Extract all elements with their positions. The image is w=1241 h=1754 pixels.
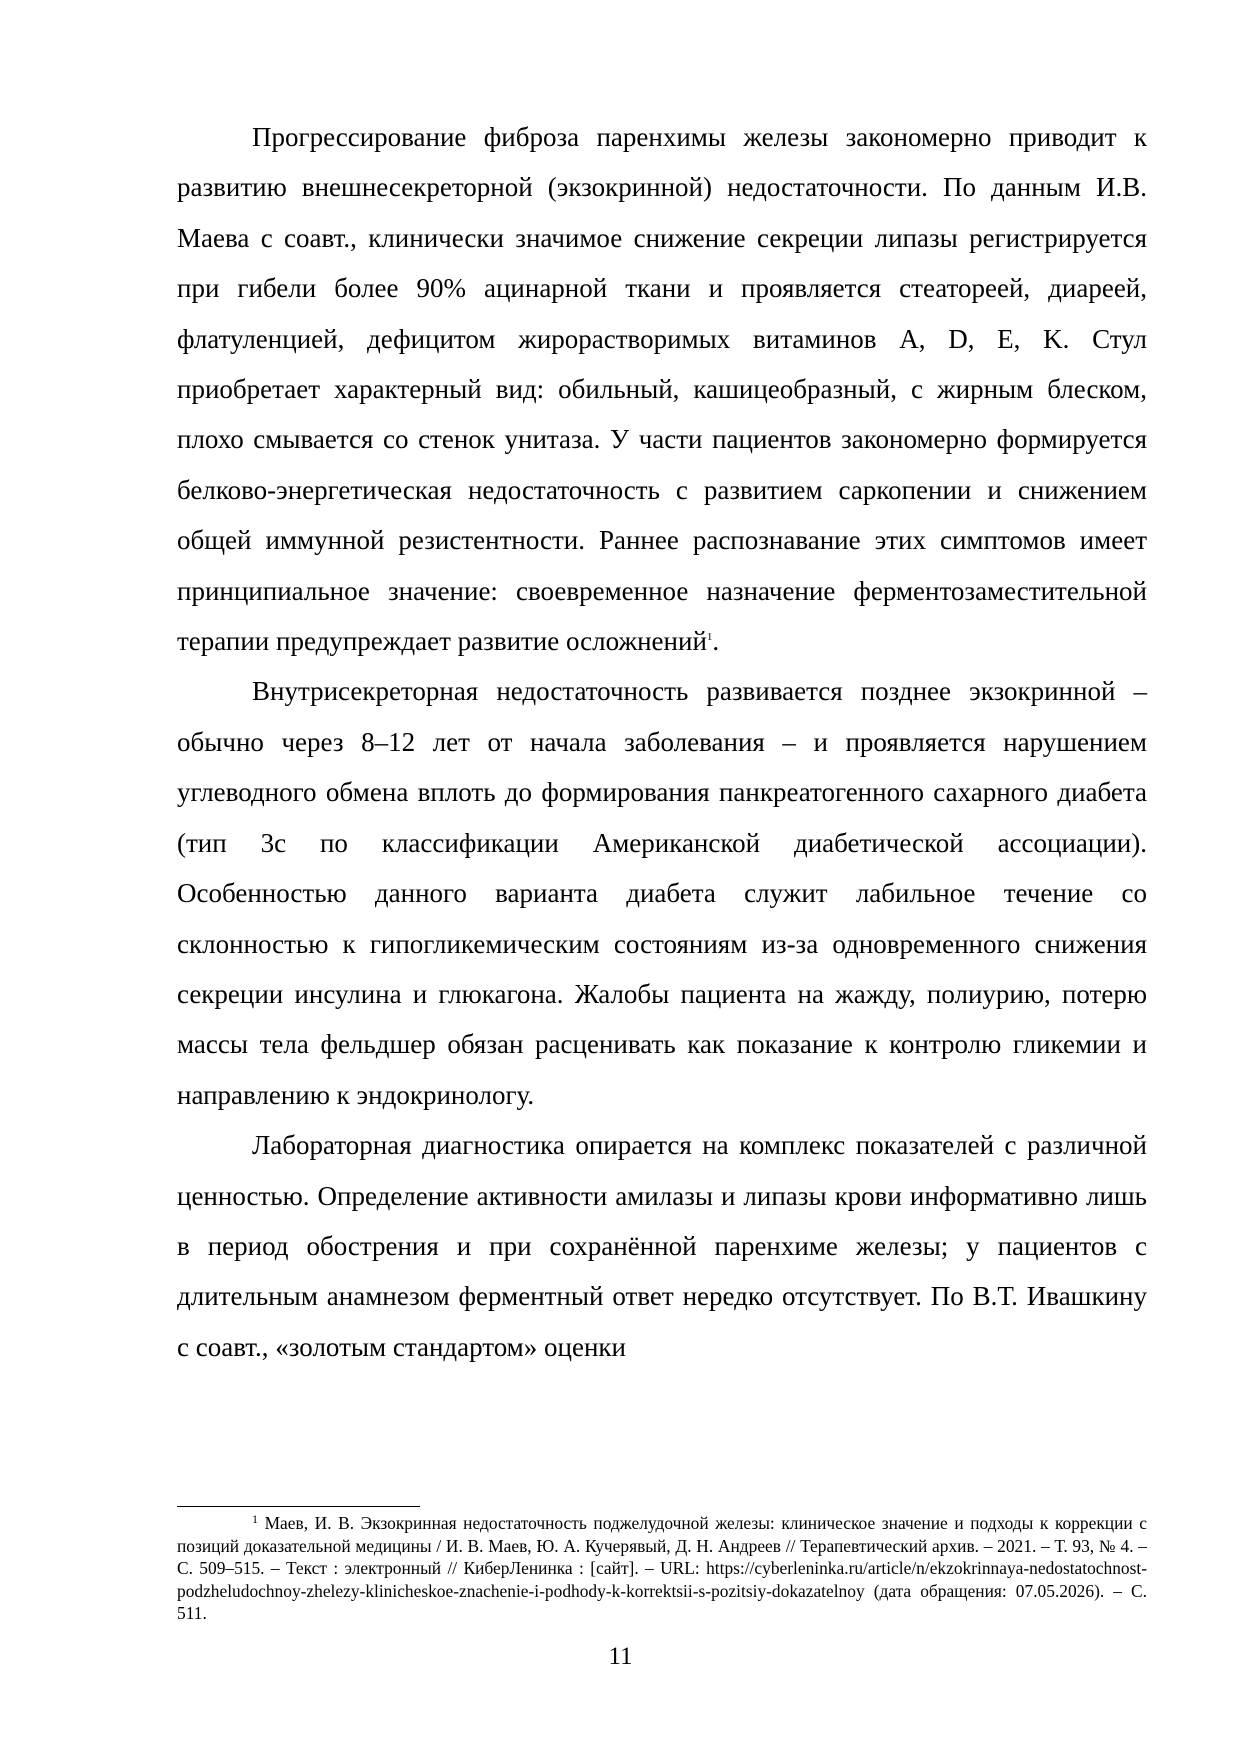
paragraph-exocrine-insufficiency <box>177 112 1147 666</box>
paragraph-text: Прогрессирование фиброза паренхимы железы закономерно приводит к развитию внешнесекреторной (экзокринной) недостаточности. По данным И.В. Маева с соавт., клинически значимое снижение секреции липазы регистрируется при гибели более 90% ацинарной ткани и проявляется стеатореей, диареей, флатуленцией, дефицитом жирорастворимых витаминов A, D, E, K. Стул приобретает характерный вид: обильный, кашицеобразный, с жирным блеском, плохо смывается со стенок унитаза. У части пациентов закономерно формируется белково-энергетическая недостаточность с развитием саркопении и снижением общей иммунной резистентности. Раннее распознавание этих симптомов имеет принципиальное значение: своевременное назначение ферментозаместительной терапии предупреждает развитие осложнений <box>177 122 1147 657</box>
paragraph-text: Внутрисекреторная недостаточность развивается позднее экзокринной – обычно через 8–12 лет от начала заболевания – и проявляется нарушением углеводного обмена вплоть до формирования панкреатогенного сахарного диабета (тип 3c по классификации Американской диабетической ассоциации). Особенностью данного варианта диабета служит лабильное течение со склонностью к гипогликемическим состояниям из-за одновременного снижения секреции инсулина и глюкагона. Жалобы пациента на жажду, полиурию, потерю массы тела фельдшер обязан расценивать как показание к контролю гликемии и направлению к эндокринологу. <box>177 676 1147 1110</box>
footnote-text: Маев, И. В. Экзокринная недостаточность поджелудочной железы: клиническое значение и подходы к коррекции с позиций доказательной медицины / И. В. Маев, Ю. А. Кучерявый, Д. Н. Андреев // Терапевтический архив. – 2021. – Т. 93, № 4. – С. 509–515. – Текст : электронный // КиберЛенинка : [сайт]. – URL: https://cyberleninka.ru/article/n/ekzokrinnaya-nedostatochnost-podzheludochnoy-zhelezy-klinicheskoe-znachenie-i-podhody-k-korrektsii-s-pozitsiy-dokazatelnoy (дата обращения: 07.05.2026). – С. 511. <box>177 1513 1147 1623</box>
paragraph-end-punctuation: . <box>712 626 720 657</box>
footnote <box>177 1512 1147 1625</box>
paragraph-laboratory-diagnostics <box>177 1120 1147 1372</box>
page-number: 11 <box>608 1643 633 1670</box>
document-body <box>177 112 1147 1372</box>
footnote-reference[interactable]: 1 <box>706 631 713 644</box>
paragraph-text: Лабораторная диагностика опирается на комплекс показателей с различной ценностью. Определение активности амилазы и липазы крови информативно лишь в период обострения и при сохранённой паренхиме железы; у пациентов с длительным анамнезом ферментный ответ нередко отсутствует. По В.Т. Ивашкину с соавт., «золотым стандартом» оценки <box>177 1130 1147 1362</box>
footnote-separator <box>177 1506 420 1507</box>
paragraph-endocrine-insufficiency <box>177 666 1147 1120</box>
footnote-number: 1 <box>252 1512 258 1526</box>
